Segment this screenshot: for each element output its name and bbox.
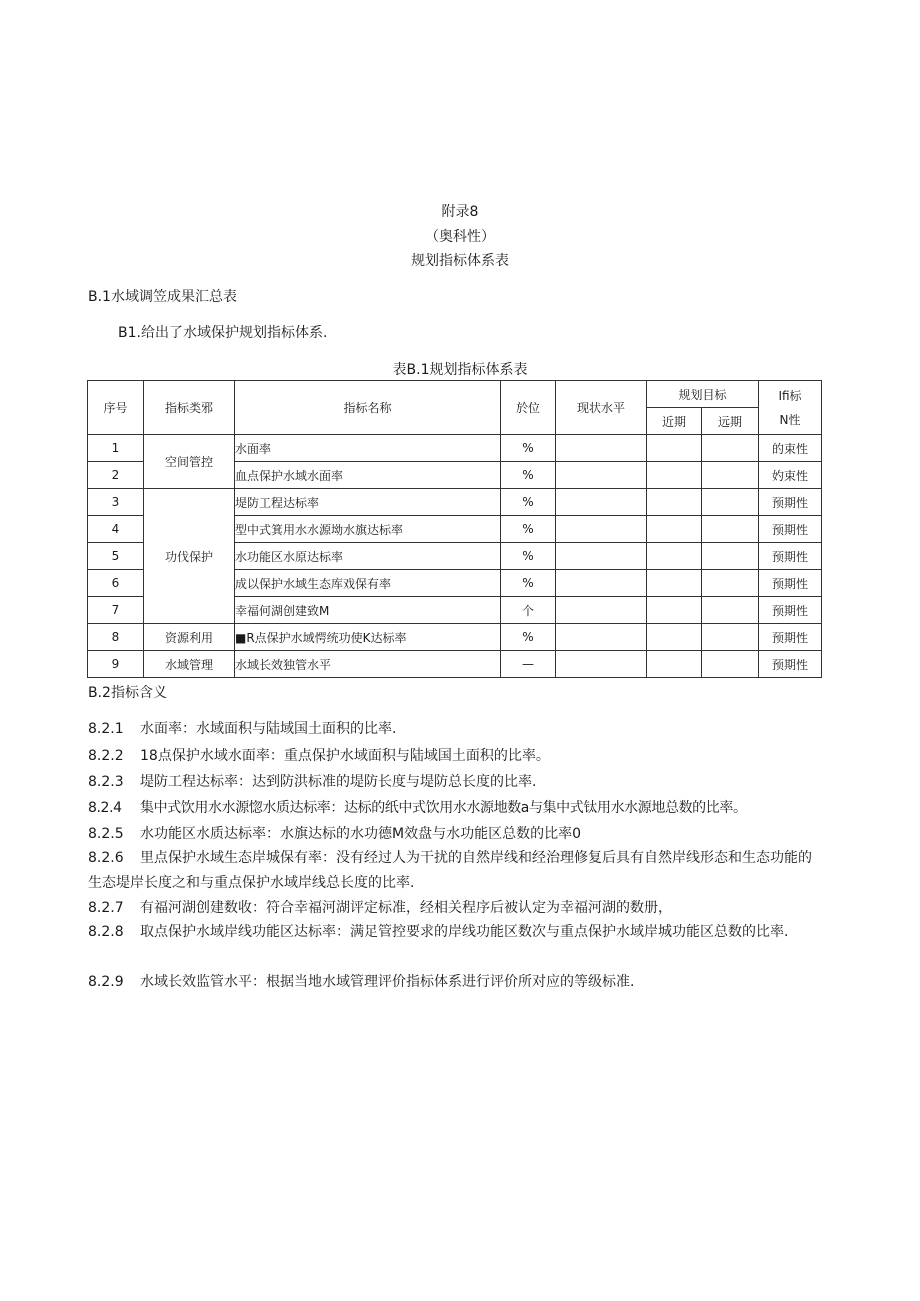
row-attr: 预期性 <box>759 624 822 651</box>
row-unit: % <box>501 624 556 651</box>
table-row <box>88 624 822 651</box>
definition-number: 8.2.9 <box>88 974 124 990</box>
definition-text: 18点保护水域水面率：重点保护水域面积与陆域国土面积的比率。 <box>140 748 550 764</box>
category-cell: 水域管理 <box>144 651 235 678</box>
category-cell: 资源利用 <box>144 624 235 651</box>
definition-item <box>88 772 824 793</box>
row-name: 幸福何湖创建致M <box>235 597 501 624</box>
row-near <box>647 570 702 597</box>
header-attr-line2: N性 <box>779 412 801 427</box>
row-far <box>702 462 759 489</box>
row-near <box>647 624 702 651</box>
row-current <box>556 651 647 678</box>
row-far <box>702 651 759 678</box>
row-attr: 妁束性 <box>759 462 822 489</box>
header-far: 远期 <box>702 408 759 435</box>
row-far <box>702 597 759 624</box>
row-seq: 4 <box>88 516 144 543</box>
header-attr <box>759 381 822 435</box>
row-seq: 5 <box>88 543 144 570</box>
row-seq: 2 <box>88 462 144 489</box>
row-far <box>702 624 759 651</box>
row-near <box>647 516 702 543</box>
row-unit: 个 <box>501 597 556 624</box>
row-seq: 9 <box>88 651 144 678</box>
header-category: 指标类邪 <box>144 381 235 435</box>
definition-number: 8.2.3 <box>88 774 124 790</box>
row-current <box>556 435 647 462</box>
row-seq: 1 <box>88 435 144 462</box>
definition-text: 水面率：水域面积与陆域国土面积的比率. <box>140 721 397 737</box>
header-name: 指标名称 <box>235 381 501 435</box>
row-name: 型中式箕用水水源坳水旗达标率 <box>235 516 501 543</box>
definition-number: 8.2.1 <box>88 721 124 737</box>
row-attr: 预期性 <box>759 597 822 624</box>
definition-item <box>88 719 824 740</box>
row-unit: % <box>501 489 556 516</box>
definition-item <box>88 846 824 896</box>
definition-number: 8.2.7 <box>88 900 124 916</box>
row-near <box>647 543 702 570</box>
page-title: 规划指标体系表 <box>411 253 509 269</box>
row-attr: 的束性 <box>759 435 822 462</box>
row-current <box>556 489 647 516</box>
definition-item <box>88 972 824 993</box>
row-attr: 预期性 <box>759 651 822 678</box>
definition-text: 里点保护水域生态岸城保有率：没有经过人为干扰的自然岸线和经治理修复后具有自然岸线形态和生态功能的生态堤岸长度之和与重点保护水域岸线总长度的比率. <box>88 850 812 891</box>
row-name: 成以保护水域生态库戏保有率 <box>235 570 501 597</box>
table-row <box>88 435 822 462</box>
definition-item <box>88 798 824 819</box>
row-unit: — <box>501 651 556 678</box>
definition-text: 取点保护水域岸线功能区达标率：满足管控要求的岸线功能区数次与重点保护水域岸城功能区总数的比率. <box>140 924 789 940</box>
definition-text: 有福河湖创建数收：符合幸福河湖评定标准，经相关程序后被认定为幸福河湖的数册， <box>140 900 672 916</box>
table-row <box>88 489 822 516</box>
definition-number: 8.2.6 <box>88 850 124 866</box>
row-attr: 预期性 <box>759 543 822 570</box>
row-name: 血点保护水域水面率 <box>235 462 501 489</box>
row-near <box>647 462 702 489</box>
row-attr: 预期性 <box>759 516 822 543</box>
definition-item <box>88 920 824 945</box>
row-seq: 7 <box>88 597 144 624</box>
row-current <box>556 597 647 624</box>
definition-number: 8.2.5 <box>88 826 124 842</box>
row-unit: % <box>501 516 556 543</box>
row-current <box>556 570 647 597</box>
row-far <box>702 435 759 462</box>
definition-number: 8.2.2 <box>88 748 124 764</box>
definition-number: 8.2.4 <box>88 800 122 816</box>
indicator-table <box>87 380 822 678</box>
row-seq: 8 <box>88 624 144 651</box>
definition-number: 8.2.8 <box>88 924 124 940</box>
section-b1-heading: B.1水域调笠成果汇总表 <box>88 289 237 305</box>
row-near <box>647 435 702 462</box>
row-far <box>702 543 759 570</box>
row-unit: % <box>501 435 556 462</box>
row-seq: 3 <box>88 489 144 516</box>
definition-item <box>88 824 824 845</box>
category-cell: 空间管控 <box>144 435 235 489</box>
header-near: 近期 <box>647 408 702 435</box>
row-near <box>647 489 702 516</box>
definition-text: 水域长效监管水平：根据当地水域管理评价指标体系进行评价所对应的等级标准. <box>140 974 635 990</box>
header-target: 规划目标 <box>647 381 759 408</box>
definition-text: 水功能区水质达标率：水旗达标的水功德M效盘与水功能区总数的比率0 <box>140 826 581 842</box>
table-row <box>88 651 822 678</box>
row-name: 堤防工程达标率 <box>235 489 501 516</box>
header-attr-line1: Ifi标 <box>778 388 802 403</box>
row-attr: 预期性 <box>759 489 822 516</box>
definition-text: 堤防工程达标率：达到防洪标准的堤防长度与堤防总长度的比率. <box>140 774 537 790</box>
header-current: 现状水平 <box>556 381 647 435</box>
row-unit: % <box>501 543 556 570</box>
category-cell: 功伐保护 <box>144 489 235 624</box>
header-seq: 序号 <box>88 381 144 435</box>
appendix-nature: （奥科性） <box>425 229 495 245</box>
row-far <box>702 516 759 543</box>
definition-text: 集中式饮用水水源惚水质达标率：达标的纸中式饮用水水源地数a与集中式钛用水水源地总数的比率。 <box>140 800 747 816</box>
header-unit: 於位 <box>501 381 556 435</box>
row-far <box>702 570 759 597</box>
definition-item <box>88 746 824 767</box>
table-caption: 表B.1规划指标体系表 <box>392 362 528 378</box>
appendix-label: 附录8 <box>441 204 479 220</box>
row-unit: % <box>501 570 556 597</box>
row-far <box>702 489 759 516</box>
row-near <box>647 597 702 624</box>
row-name: 水面率 <box>235 435 501 462</box>
section-b2-heading: B.2指标含义 <box>88 685 167 701</box>
row-seq: 6 <box>88 570 144 597</box>
row-current <box>556 624 647 651</box>
row-name: 水功能区水原达标率 <box>235 543 501 570</box>
row-current <box>556 462 647 489</box>
row-unit: % <box>501 462 556 489</box>
row-near <box>647 651 702 678</box>
row-attr: 预期性 <box>759 570 822 597</box>
row-name: ■R点保护水域愕统功使K达标率 <box>235 624 501 651</box>
row-current <box>556 543 647 570</box>
definition-item <box>88 898 824 919</box>
row-name: 水域长效独管水平 <box>235 651 501 678</box>
section-b1-intro: B1.给出了水域保护规划指标体系. <box>118 325 328 341</box>
row-current <box>556 516 647 543</box>
